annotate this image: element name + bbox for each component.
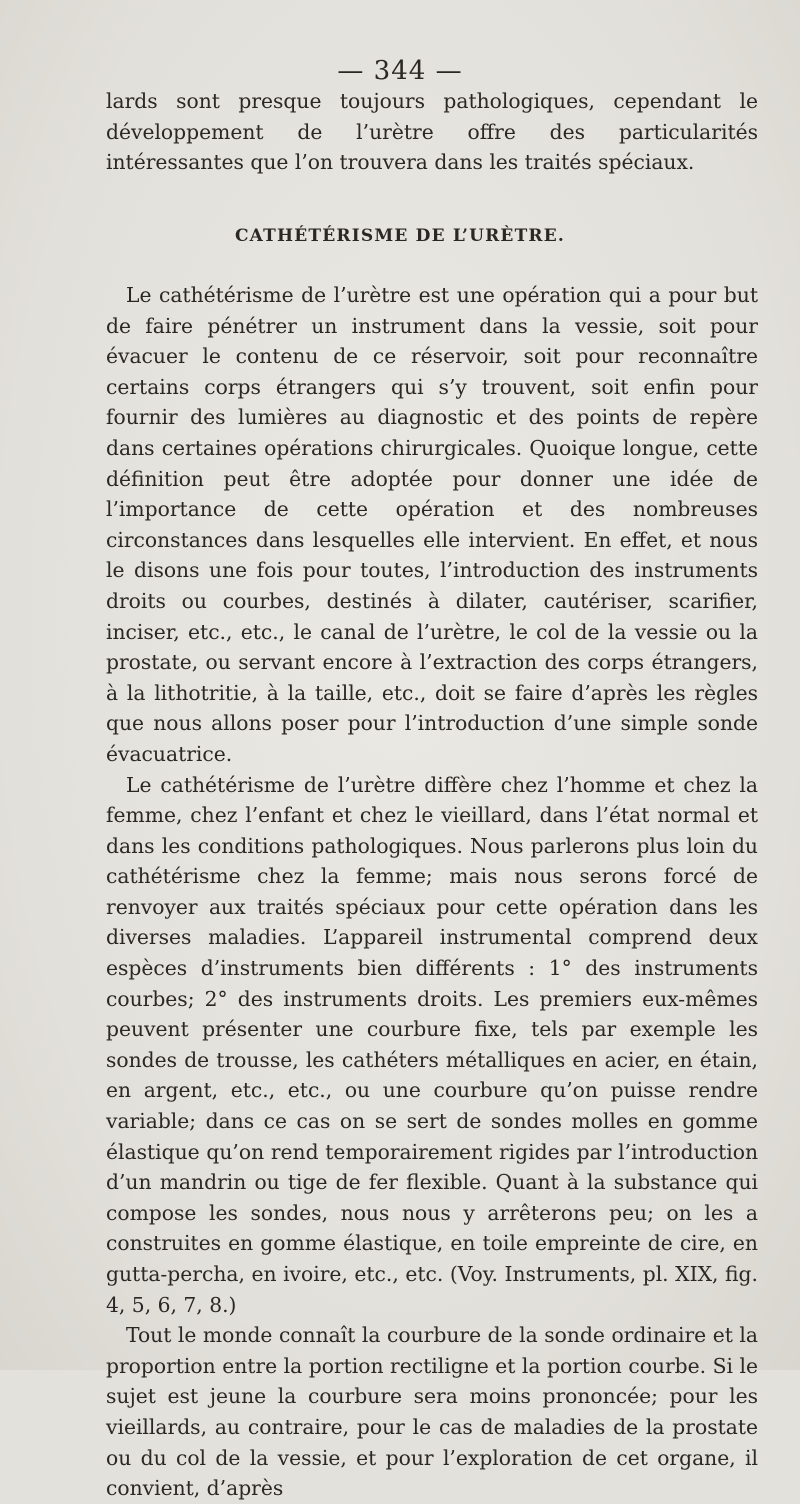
intro-paragraph: lards sont presque toujours pathologiques, cependant le développement de l’urètre offre des particularités intéressantes que l’on trouvera dans les traités spéciaux.	[106, 89, 758, 175]
paragraph-2: Le cathétérisme de l’urètre diffère chez l’homme et chez la femme, chez l’enfant et chez le vieillard, dans l’état normal et dans les conditions pathologiques. Nous parlerons plus loin du cathétérisme chez la femme; mais nous serons forcé de renvoyer aux traités spéciaux pour cette opération dans les diverses maladies. L’appareil instrumental comprend deux espèces d’instruments bien différents : 1° des instruments courbes; 2° des instruments droits. Les premiers eux-mêmes peuvent présenter une courbure fixe, tels par exemple les sondes de trousse, les cathéters métalliques en acier, en étain, en argent, etc., etc., ou une courbure qu’on puisse rendre variable; dans ce cas on se sert de sondes molles en gomme élastique qu’on rend temporairement rigides par l’introduction d’un mandrin ou tige de fer flexible. Quant à la substance qui compose les sondes, nous nous y arrêterons peu; on les a construites en gomme élastique, en toile empreinte de cire, en gutta-percha, en ivoire, etc., etc. (Voy. Instruments, pl. XIX, fig. 4, 5, 6, 7, 8.)	[106, 772, 758, 1317]
paragraph-3: Tout le monde connaît la courbure de la sonde ordinaire et la proportion entre la portion rectiligne et la portion courbe. Si le sujet est jeune la courbure sera moins prononcée; pour les vieillards, au contraire, pour le cas de maladies de la prostate ou du col de la vessie, et pour l’exploration de cet organe, il convient, d’après	[106, 1323, 758, 1501]
section-title: CATHÉTÉRISME DE L’URÈTRE.	[234, 226, 566, 246]
page-number: — 344 —	[337, 56, 463, 86]
paragraph-1: Le cathétérisme de l’urètre est une opération qui a pour but de faire pénétrer un instrument dans la vessie, soit pour évacuer le contenu de ce réservoir, soit pour reconnaître certains corps étrangers qui s’y trouvent, soit enfin pour fournir des lumières au diagnostic et des points de repère dans certaines opérations chirurgicales. Quoique longue, cette définition peut être adoptée pour donner une idée de l’importance de cette opération et des nombreuses circonstances dans lesquelles elle intervient. En effet, et nous le disons une fois pour toutes, l’introduction des instruments droits ou courbes, destinés à dilater, cautériser, scarifier, inciser, etc., etc., le canal de l’urètre, le col de la vessie ou la prostate, ou servant encore à l’extraction des corps étrangers, à la lithotritie, à la taille, etc., doit se faire d’après les règles que nous allons poser pour l’introduction d’une simple sonde évacuatrice.	[106, 283, 758, 766]
body-text	[106, 280, 758, 1504]
intro-text	[106, 86, 758, 178]
